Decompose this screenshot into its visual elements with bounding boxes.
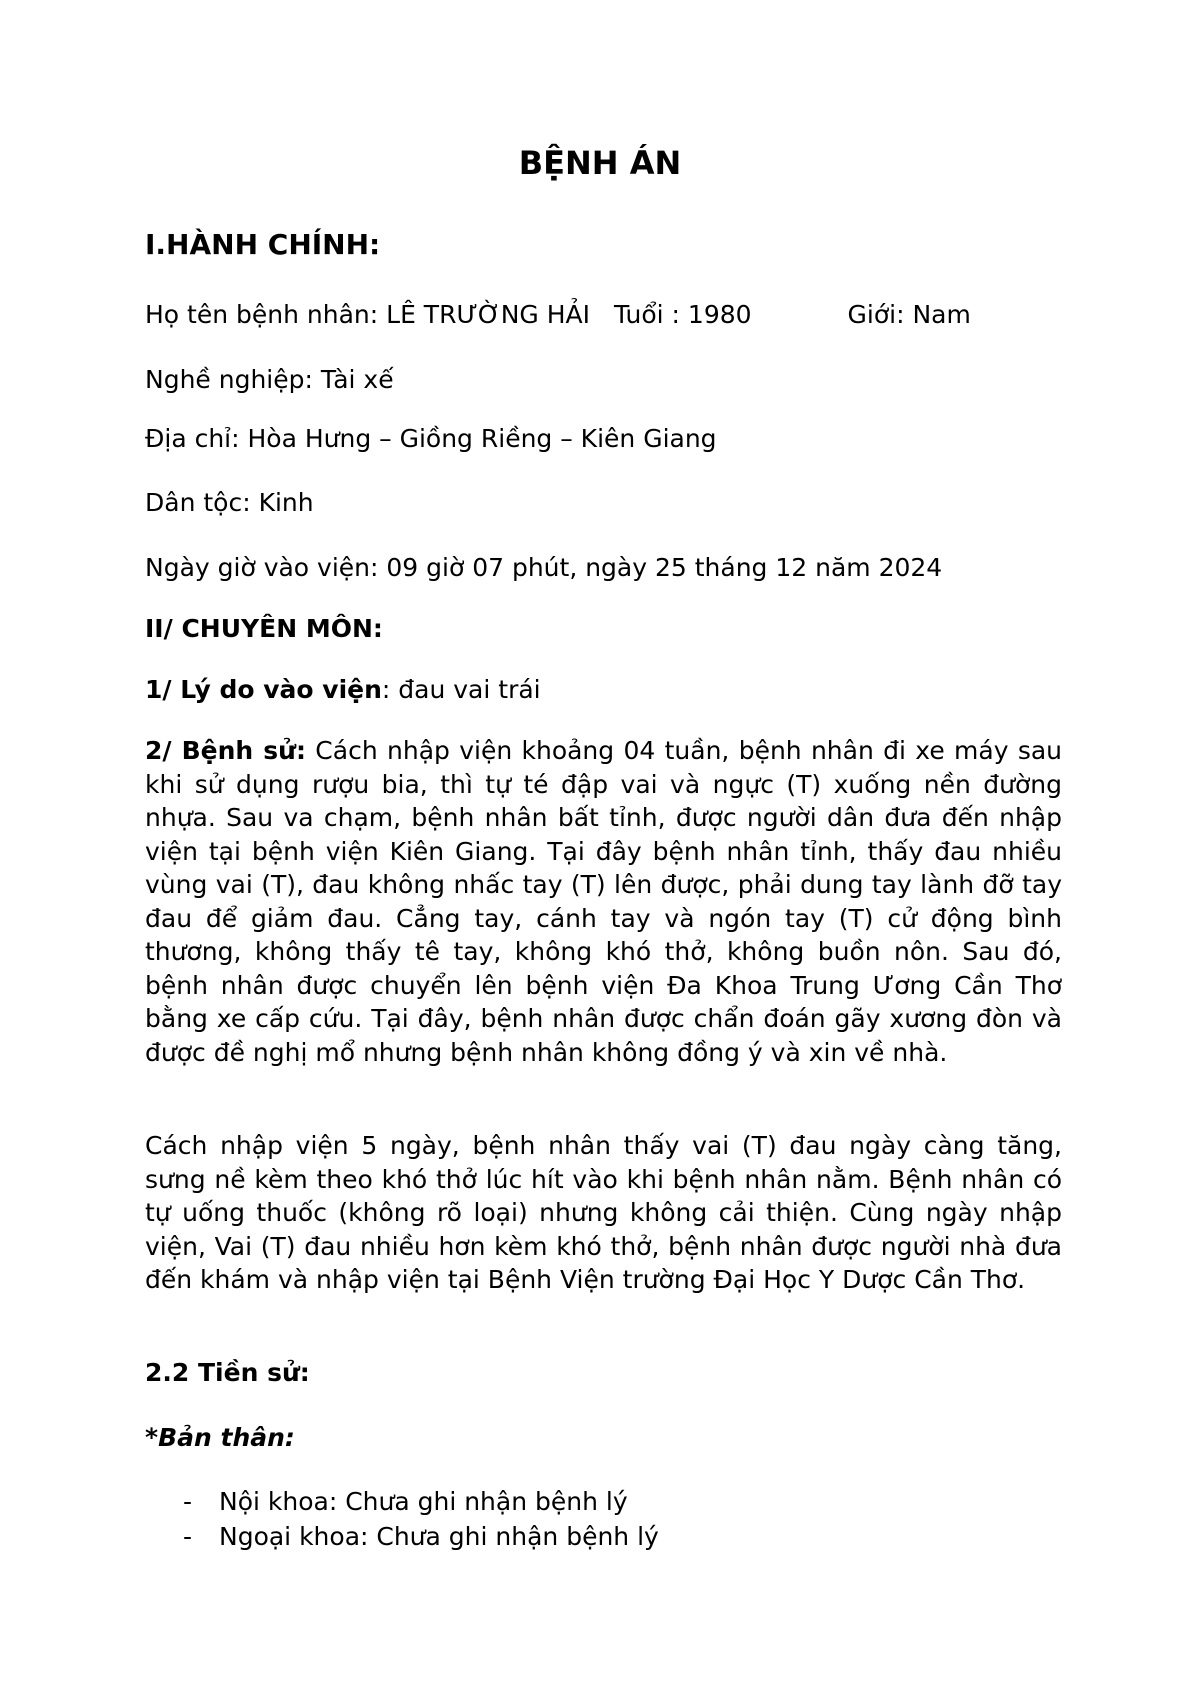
medical-history-paragraph-1 xyxy=(145,734,1062,1069)
section-administrative-heading: I.HÀNH CHÍNH: xyxy=(145,228,381,261)
name-label: Họ tên bệnh nhân: xyxy=(145,300,387,329)
list-item xyxy=(183,1485,628,1519)
address-line: Địa chỉ: Hòa Hưng – Giồng Riềng – Kiên Giang xyxy=(145,424,717,453)
personal-history-heading: *Bản thân: xyxy=(145,1423,295,1452)
bullet-dash: - xyxy=(183,1522,193,1551)
admission-reason-label: 1/ Lý do vào viện xyxy=(145,675,382,704)
document-title: BỆNH ÁN xyxy=(518,144,682,182)
section-professional-heading: II/ CHUYÊN MÔN: xyxy=(145,614,383,643)
medical-history-label: 2/ Bệnh sử: xyxy=(145,736,306,765)
admission-time-line: Ngày giờ vào viện: 09 giờ 07 phút, ngày 25 tháng 12 năm 2024 xyxy=(145,553,943,582)
age-value: 1980 xyxy=(687,300,752,329)
age-label: Tuổi : xyxy=(614,300,688,329)
list-item-text: Nội khoa: Chưa ghi nhận bệnh lý xyxy=(219,1487,628,1516)
past-history-heading: 2.2 Tiền sử: xyxy=(145,1358,310,1387)
medical-history-text-1: Cách nhập viện khoảng 04 tuần, bệnh nhân đi xe máy sau khi sử dụng rượu bia, thì tự té đập vai và ngực (T) xuống nền đường nhựa. Sau va chạm, bệnh nhân bất tỉnh, được người dân đưa đến nhập viện tại bệnh viện Kiên Giang. Tại đây bệnh nhân tỉnh, thấy đau nhiều vùng vai (T), đau không nhấc tay (T) lên được, phải dung tay lành đỡ tay đau để giảm đau. Cẳng tay, cánh tay và ngón tay (T) cử động bình thương, không thấy tê tay, không khó thở, không buồn nôn. Sau đó, bệnh nhân được chuyển lên bệnh viện Đa Khoa Trung Ương Cần Thơ bằng xe cấp cứu. Tại đây, bệnh nhân được chẩn đoán gãy xương đòn và được đề nghị mổ nhưng bệnh nhân không đồng ý và xin về nhà. xyxy=(145,736,1063,1067)
admission-reason-value: : đau vai trái xyxy=(381,675,541,704)
gender-label: Giới: xyxy=(847,300,913,329)
medical-history-paragraph-2: Cách nhập viện 5 ngày, bệnh nhân thấy vai (T) đau ngày càng tăng, sưng nề kèm theo khó thở lúc hít vào khi bệnh nhân nằm. Bệnh nhân có tự uống thuốc (không rõ loại) nhưng không cải thiện. Cùng ngày nhập viện, Vai (T) đau nhiều hơn kèm khó thở, bệnh nhân được người nhà đưa đến khám và nhập viện tại Bệnh Viện trường Đại Học Y Dược Cần Thơ. xyxy=(145,1131,1062,1294)
name-value: LÊ TRƯỜNG HẢI xyxy=(386,300,591,329)
ethnicity-line: Dân tộc: Kinh xyxy=(145,488,314,517)
list-item-text: Ngoại khoa: Chưa ghi nhận bệnh lý xyxy=(219,1522,659,1551)
patient-info-line xyxy=(145,298,971,332)
admission-reason-line xyxy=(145,673,541,707)
gender-value: Nam xyxy=(912,300,971,329)
bullet-dash: - xyxy=(183,1487,193,1516)
occupation-line: Nghề nghiệp: Tài xế xyxy=(145,365,394,394)
list-item xyxy=(183,1520,659,1554)
